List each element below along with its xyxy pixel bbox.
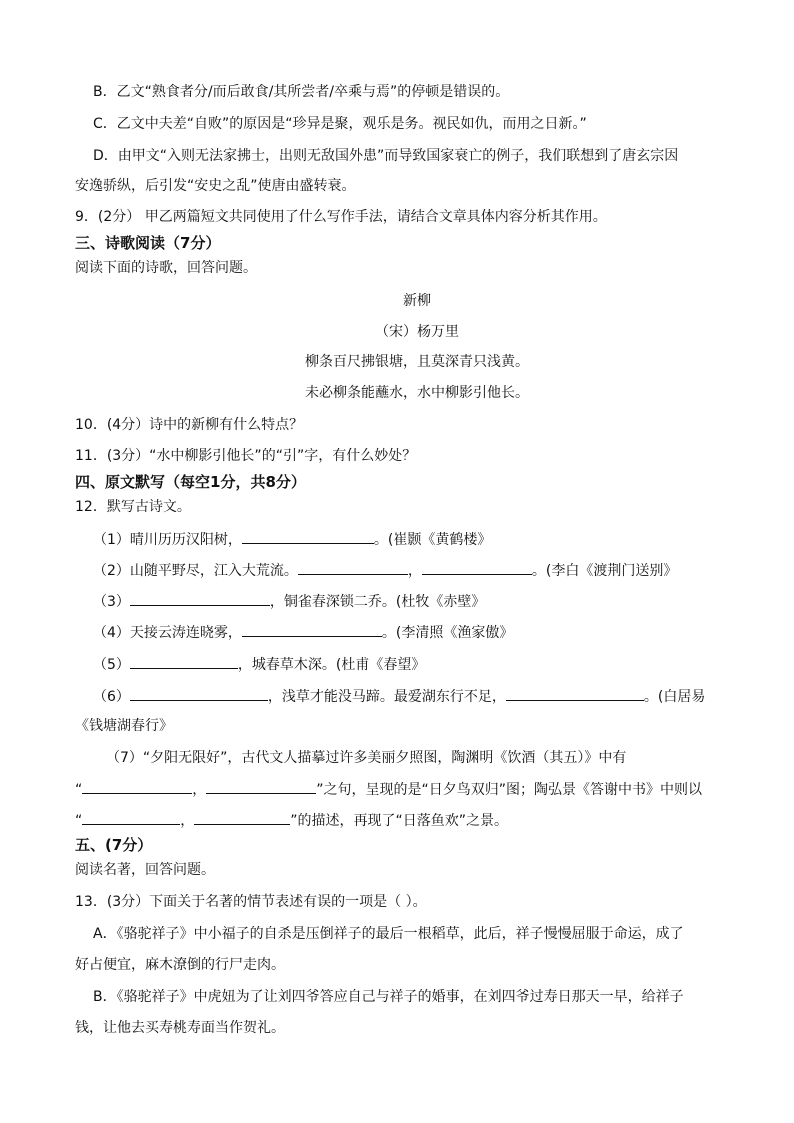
recite-item-6-source-cont: 《钱塘湖春行》	[75, 718, 173, 734]
recite-item-6-source: 。(白居易	[643, 689, 706, 705]
recite-item-4-text: （4）天接云涛连晓雾，	[93, 625, 242, 641]
answer-blank[interactable]	[242, 622, 382, 637]
q13-option-a-line1: A．《骆驼祥子》中小福子的自杀是压倒祥子的最后一根稻草，此后，祥子慢慢屈服于命运，成了	[93, 926, 684, 942]
section-5-heading: 五、(7分）	[75, 836, 153, 854]
recite-item-7-line3	[75, 810, 508, 831]
poem-author: （宋）杨万里	[375, 324, 459, 340]
answer-blank[interactable]	[298, 560, 408, 575]
answer-blank[interactable]	[422, 560, 532, 575]
recite-item-5	[93, 654, 425, 675]
recite-item-5-text: ，城春草木深。(杜甫《春望》	[237, 657, 426, 673]
recite-item-4	[93, 622, 513, 643]
poem-line-1: 柳条百尺拂银塘，且莫深青只浅黄。	[305, 354, 529, 370]
answer-blank[interactable]	[194, 810, 290, 825]
recite-item-4-source: 。(李清照《渔家傲》	[381, 625, 514, 641]
recite-item-7-line2	[75, 779, 702, 800]
recite-item-6-text: ，浅草才能没马蹄。最爱湖东行不足，	[267, 689, 506, 705]
section-5-instruction: 阅读名著，回答问题。	[75, 862, 215, 878]
answer-blank[interactable]	[130, 686, 268, 701]
section-4-heading: 四、原文默写（每空1分，共8分）	[75, 473, 306, 491]
recite-item-5-num: （5）	[93, 657, 130, 673]
recite-item-1-source: 。(崔颢《黄鹤楼》	[373, 532, 492, 548]
recite-item-1	[93, 529, 491, 550]
answer-blank[interactable]	[82, 810, 180, 825]
question-10: 10．(4分）诗中的新柳有什么特点？	[75, 417, 304, 433]
q8-option-d-line1: D．由甲文“入则无法家拂士，出则无敌国外患”而导致国家衰亡的例子，我们联想到了唐玄宗因	[93, 148, 679, 164]
recite-item-3-text: ，铜雀春深锁二乔。(杜牧《赤壁》	[269, 594, 486, 610]
question-11: 11．(3分）“水中柳影引他长”的“引”字，有什么妙处？	[75, 448, 417, 464]
answer-blank[interactable]	[506, 686, 644, 701]
recite-item-2-source: 。(李白《渡荆门送别》	[531, 563, 678, 579]
q8-option-c: C．乙文中夫差“自败”的原因是“珍异是聚，观乐是务。视民如仇，而用之日新。”	[93, 116, 587, 132]
section-3-heading: 三、诗歌阅读（7分）	[75, 234, 221, 252]
recite-item-2	[93, 560, 677, 581]
answer-blank[interactable]	[242, 529, 374, 544]
poem-line-2: 未必柳条能蘸水，水中柳影引他长。	[305, 385, 529, 401]
recite-item-7-line1: （7）“夕阳无限好”，古代文人描摹过许多美丽夕照图，陶渊明《饮酒（其五）》中有	[106, 750, 627, 766]
recite-item-6-num: （6）	[93, 689, 130, 705]
q13-option-a-line2: 好占便宜，麻木潦倒的行尸走肉。	[75, 957, 285, 973]
answer-blank[interactable]	[130, 591, 270, 606]
section-3-instruction: 阅读下面的诗歌，回答问题。	[75, 260, 257, 276]
answer-blank[interactable]	[206, 779, 316, 794]
recite-item-2-sep: ，	[407, 563, 422, 579]
poem-title: 新柳	[403, 293, 431, 309]
recite-item-6	[93, 686, 705, 707]
sep: ，	[192, 782, 207, 798]
q13-option-b-line2: 钱，让他去买寿桃寿面当作贺礼。	[75, 1020, 285, 1036]
recite-item-1-text: （1）晴川历历汉阳树，	[93, 532, 242, 548]
recite-item-7-line2-text: ”之句，呈现的是“日夕鸟双归”图；陶弘景《答谢中书》中则以	[316, 782, 703, 798]
q8-option-d-line2: 安逸骄纵，后引发“安史之乱”使唐由盛转衰。	[75, 178, 356, 194]
recite-item-7-line3-text: ”的描述，再现了“日落鱼欢”之景。	[290, 813, 509, 829]
question-12: 12．默写古诗文。	[75, 499, 191, 515]
quote-open: “	[75, 782, 83, 798]
recite-item-3-num: （3）	[93, 594, 130, 610]
answer-blank[interactable]	[82, 779, 192, 794]
recite-item-2-text: （2）山随平野尽，江入大荒流。	[93, 563, 298, 579]
question-9: 9．(2分） 甲乙两篇短文共同使用了什么写作手法，请结合文章具体内容分析其作用。	[75, 209, 607, 225]
recite-item-3	[93, 591, 485, 612]
q8-option-b: B．乙文“熟食者分/而后敢食/其所尝者/卒乘与焉”的停顿是错误的。	[93, 84, 510, 100]
sep: ，	[180, 813, 195, 829]
quote-open: “	[75, 813, 83, 829]
q13-option-b-line1: B．《骆驼祥子》中虎妞为了让刘四爷答应自己与祥子的婚事，在刘四爷过寿日那天一早，给祥子	[93, 989, 684, 1005]
question-13: 13．(3分）下面关于名著的情节表述有误的一项是（ ）。	[75, 894, 427, 910]
answer-blank[interactable]	[130, 654, 238, 669]
